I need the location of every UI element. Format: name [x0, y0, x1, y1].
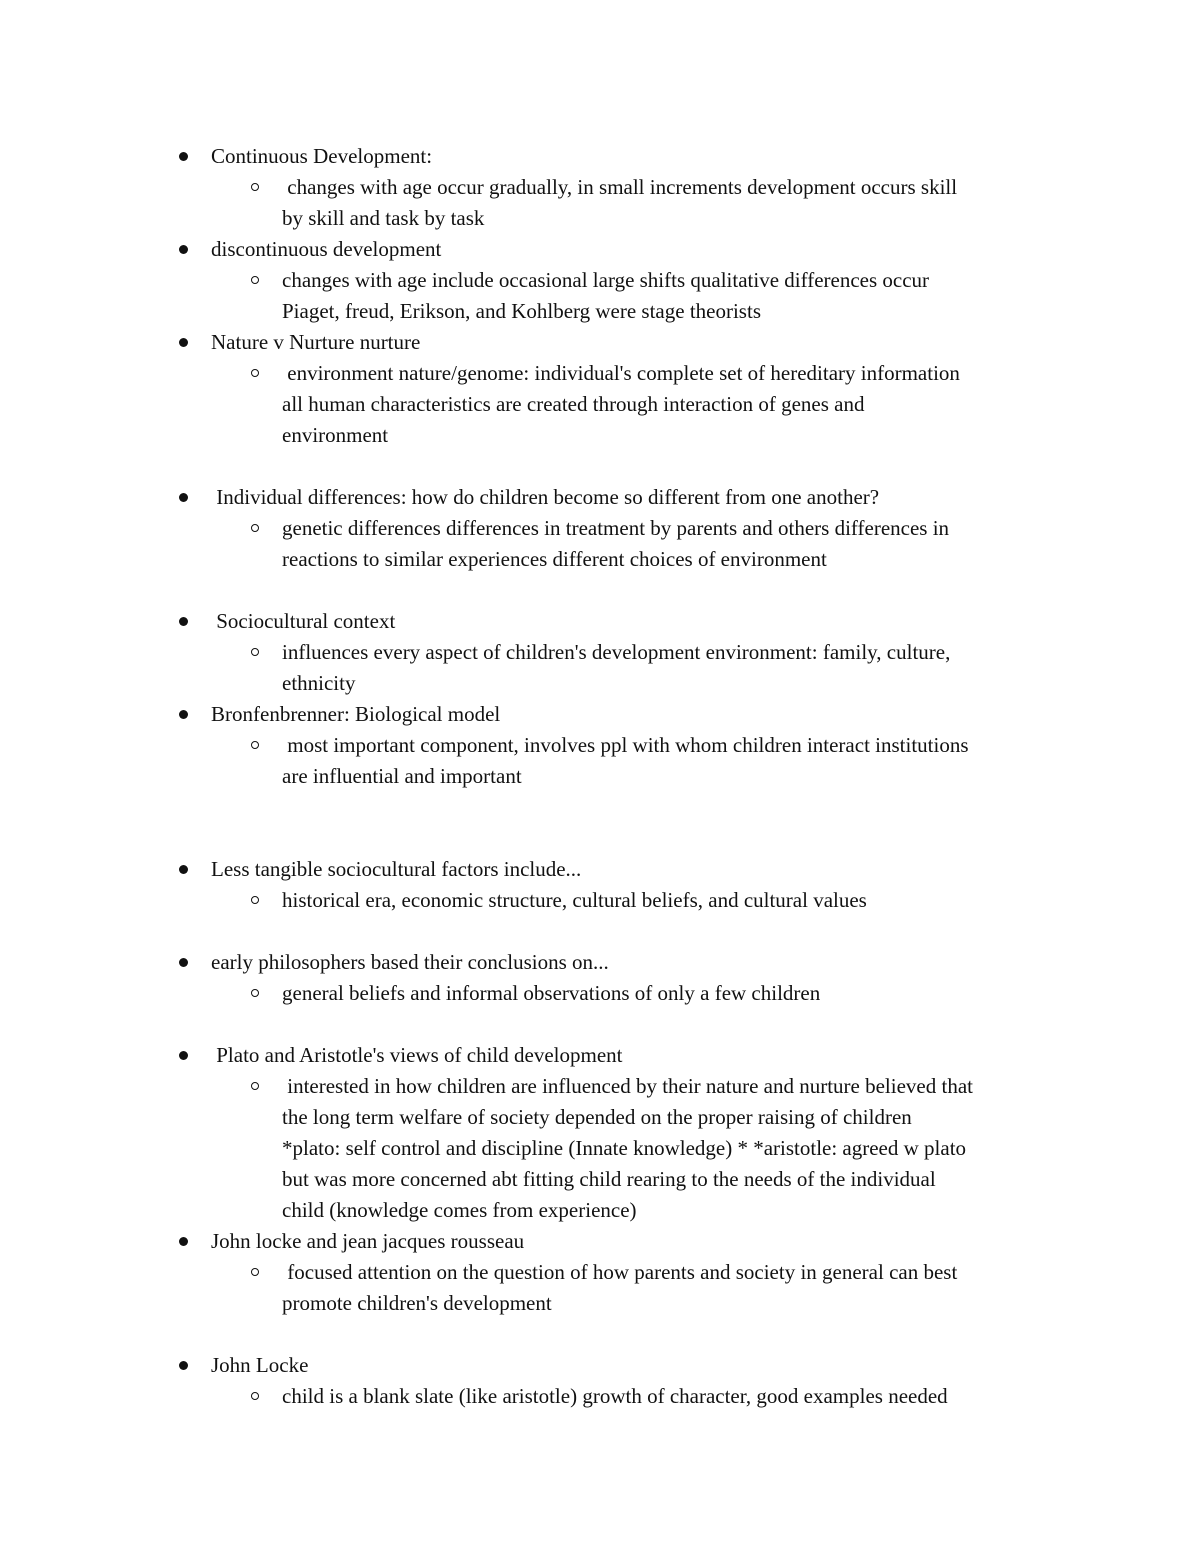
notes-list: [170, 141, 1070, 1412]
list-item-text: Individual differences: how do children become so different from one another?: [211, 485, 880, 509]
list-item: [170, 327, 1070, 451]
list-item: [170, 606, 1070, 699]
sublist: [211, 978, 1070, 1009]
list-item-text: Nature v Nurture nurture: [211, 330, 421, 354]
bullet-icon: [179, 617, 188, 626]
bullet-icon: [179, 338, 188, 347]
hollow-bullet-icon: [251, 648, 259, 656]
list-item-text: Continuous Development:: [211, 144, 433, 168]
hollow-bullet-icon: [251, 989, 259, 997]
list-item-text: John Locke: [211, 1353, 309, 1377]
hollow-bullet-icon: [251, 741, 259, 749]
sublist-item: [282, 978, 1070, 1009]
bullet-icon: [179, 1361, 188, 1370]
list-item-text: Less tangible sociocultural factors include...: [211, 857, 582, 881]
list-item: [170, 947, 1070, 1009]
sublist: [211, 730, 1070, 792]
hollow-bullet-icon: [251, 183, 259, 191]
bullet-icon: [179, 865, 188, 874]
sublist: [211, 265, 1070, 327]
list-item-text: early philosophers based their conclusions on...: [211, 950, 609, 974]
list-item: [170, 141, 1070, 234]
sublist-item-text: influences every aspect of children's development environment: family, culture, ethnicity: [282, 640, 951, 695]
sublist-item: [282, 1381, 1070, 1412]
hollow-bullet-icon: [251, 1082, 259, 1090]
sublist-item: [282, 1257, 1070, 1319]
hollow-bullet-icon: [251, 524, 259, 532]
list-item: [170, 1226, 1070, 1319]
sublist-item: [282, 730, 1070, 792]
sublist: [211, 885, 1070, 916]
sublist-item-text: changes with age include occasional large shifts qualitative differences occur Piaget, freud, Erikson, and Kohlberg were stage theorists: [282, 268, 930, 323]
sublist-item-text: focused attention on the question of how parents and society in general can best promote children's development: [282, 1260, 958, 1315]
list-item: [170, 234, 1070, 327]
hollow-bullet-icon: [251, 896, 259, 904]
sublist-item: [282, 172, 1070, 234]
list-item-text: Sociocultural context: [211, 609, 396, 633]
list-item: [170, 699, 1070, 792]
bullet-icon: [179, 493, 188, 502]
sublist: [211, 1257, 1070, 1319]
sublist-item: [282, 885, 1070, 916]
bullet-icon: [179, 958, 188, 967]
sublist-item-text: genetic differences differences in treatment by parents and others differences in reactions to similar experiences different choices of environment: [282, 516, 950, 571]
hollow-bullet-icon: [251, 276, 259, 284]
list-item: [170, 1350, 1070, 1412]
sublist: [211, 358, 1070, 451]
hollow-bullet-icon: [251, 1268, 259, 1276]
sublist-item: [282, 1071, 1070, 1226]
bullet-icon: [179, 245, 188, 254]
sublist: [211, 1071, 1070, 1226]
list-item-text: discontinuous development: [211, 237, 442, 261]
list-item: [170, 482, 1070, 575]
sublist: [211, 172, 1070, 234]
hollow-bullet-icon: [251, 369, 259, 377]
sublist-item: [282, 513, 1070, 575]
list-item-text: Plato and Aristotle's views of child development: [211, 1043, 623, 1067]
sublist: [211, 637, 1070, 699]
list-item: [170, 1040, 1070, 1226]
sublist-item-text: child is a blank slate (like aristotle) growth of character, good examples needed: [282, 1384, 948, 1408]
sublist: [211, 1381, 1070, 1412]
bullet-icon: [179, 152, 188, 161]
bullet-icon: [179, 1237, 188, 1246]
sublist-item-text: general beliefs and informal observations of only a few children: [282, 981, 821, 1005]
bullet-icon: [179, 710, 188, 719]
hollow-bullet-icon: [251, 1392, 259, 1400]
list-item-text: John locke and jean jacques rousseau: [211, 1229, 525, 1253]
list-item-text: Bronfenbrenner: Biological model: [211, 702, 501, 726]
sublist-item-text: most important component, involves ppl with whom children interact institutions are influential and important: [282, 733, 969, 788]
sublist-item: [282, 637, 1070, 699]
sublist-item-text: changes with age occur gradually, in small increments development occurs skill by skill and task by task: [282, 175, 958, 230]
list-item: [170, 854, 1070, 916]
sublist-item-text: historical era, economic structure, cultural beliefs, and cultural values: [282, 888, 867, 912]
sublist-item: [282, 358, 1070, 451]
bullet-icon: [179, 1051, 188, 1060]
sublist-item: [282, 265, 1070, 327]
sublist-item-text: interested in how children are influenced by their nature and nurture believed that the long term welfare of society depended on the proper raising of children *plato: self control and discipline (Innate knowledge) * *aristotle: agreed w plato but was more concerned abt fitting child rearing to the needs of the individual child (knowledge comes from experience): [282, 1074, 973, 1222]
sublist-item-text: environment nature/genome: individual's complete set of hereditary information all human characteristics are created through interaction of genes and environment: [282, 361, 960, 447]
sublist: [211, 513, 1070, 575]
